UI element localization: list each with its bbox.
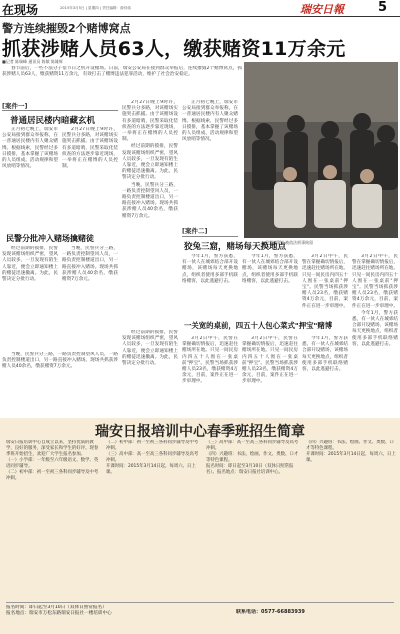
case1-column-6 bbox=[182, 100, 238, 220]
ad-course: （二）初中部：初一至初三各科同步辅导及中考冲刺。 bbox=[106, 440, 199, 451]
ad-column-3 bbox=[206, 440, 300, 598]
case2-column-5 bbox=[182, 336, 238, 414]
page-header bbox=[0, 0, 400, 17]
page-number: 5 bbox=[378, 0, 388, 15]
case2-label: [案件二] bbox=[182, 227, 208, 235]
ad-course: （三）高中部：高一至高三各科同步辅导及高考冲刺。 bbox=[206, 440, 299, 451]
case1-column-7 bbox=[2, 352, 118, 414]
case2-paragraph: 今年1月，警方获悉，有一伙人在城郊结合部开设赌场，该赌场每天更换地点，组织者使用多部手机联络赌客，以此逃避打击。 bbox=[302, 336, 348, 373]
case2-paragraph: 今年1月，警方获悉，有一伙人在城郊结合部开设赌场，该赌场每天更换地点，组织者使用多部手机联络赌客，以此逃避打击。 bbox=[242, 254, 298, 284]
case1-paragraph: 经过前期的摸排，民警发现该赌场组织严密，望风人员较多，一旦发现有陌生人靠近，便会立即通知楼上的赌徒迅速撤离。为此，民警决定分批行动。 bbox=[122, 144, 178, 181]
case2-paragraph: 3月2日中午，民警在掌握确切情报后，迅速赶往赌场所在地。只见一间民房内四五十人围在一张桌前"押宝"。民警当场抓获涉赌人员23名，缴获赌资4万余元，目前，案件正在进一步审理中。 bbox=[302, 254, 348, 309]
ad-title: 瑞安日报培训中心春季班招生简章 bbox=[95, 424, 305, 440]
case2-paragraph: 3月2日中午，民警在掌握确切情报后，迅速赶往赌场所在地。只见一间民房内四五十人围在一张桌前"押宝"。民警当场抓获涉赌人员23名，缴获赌资4万余元，目前，案件正在进一步审理中。 bbox=[182, 336, 238, 385]
case1-title: 普通居民楼内暗藏玄机 bbox=[10, 116, 96, 126]
case1-paragraph: 2月27日晚上9时许，民警兵分多路，对该赌场实施突击抓捕。由于该赌场设有多道暗哨，民警采取化装侦查的方法逐步靠近现场，一举将正在赌博的人员控制。 bbox=[62, 127, 118, 170]
case2-column-4 bbox=[352, 254, 398, 414]
ad-course: （四）兴趣班：书法、绘画、作文、奥数、口才等特色课程。 bbox=[306, 440, 394, 451]
case1-paragraph: 当晚，民警兵分三路，一路负责控制望风人员，一路负责控制楼道出口，另一路直接冲入赌场。现场共抓获涉赌人员40余名，缴获赌资7万余元。 bbox=[122, 182, 178, 219]
case2-column-7 bbox=[302, 336, 348, 414]
case1-column-2 bbox=[62, 127, 118, 227]
case1-column-3 bbox=[2, 246, 58, 346]
case2-paragraph: 今年1月，警方获悉，有一伙人在城郊结合部开设赌场，该赌场每天更换地点，组织者使用多部手机联络赌客，以此逃避打击。 bbox=[182, 254, 238, 284]
case1-paragraph: 当晚，民警兵分三路，一路负责控制望风人员，一路负责控制楼道出口，另一路直接冲入赌场。现场共抓获涉赌人员40余名，缴获赌资7万余元。 bbox=[62, 246, 118, 283]
issue-info: 2015年3月5日 | 星期四 | 责任编辑：薛伟伟 bbox=[60, 6, 132, 10]
section-title: 在现场 bbox=[2, 3, 39, 17]
case1-paragraph: 正月初七晚上，瑞安市公安局接到群众举报称，在一普通居民楼内有人聚众赌博。根据线索，民警经过多日摸排，基本掌握了该赌场的人员组成、活动规律和望风放哨等情况。 bbox=[2, 127, 58, 170]
ad-intro: 瑞安日报培训中心自成立以来，坚持优质的教学，良好的服务，深受家长和学生的好评。现春季班开始招生，欢迎广大学生报名参加。 bbox=[6, 440, 99, 457]
case1-column-8 bbox=[122, 330, 178, 414]
ad-course: （四）兴趣班：书法、绘画、作文、奥数、口才等特色课程。 bbox=[206, 452, 299, 463]
case1-column-1 bbox=[2, 127, 58, 227]
case1-paragraph: 正月初七晚上，瑞安市公安局接到群众举报称，在一普通居民楼内有人聚众赌博。根据线索，民警经过多日摸排，基本掌握了该赌场的人员组成、活动规律和望风放哨等情况。 bbox=[182, 100, 238, 143]
ad-column-2 bbox=[106, 440, 200, 598]
ad-signup: 报名时间：即日起至3月10日（双休日照常报名）。报名地点：瑞安日报社培训中心。 bbox=[206, 464, 294, 475]
ad-time: 开课时间：2015年3月14日起，每周六、日上课。 bbox=[306, 452, 396, 463]
case2-paragraph: 3月2日中午，民警在掌握确切情报后，迅速赶往赌场所在地。只见一间民房内四五十人围在一张桌前"押宝"。民警当场抓获涉赌人员23名，缴获赌资4万余元，目前，案件正在进一步审理中。 bbox=[242, 336, 298, 385]
contact-label: 联系电话： bbox=[236, 609, 262, 615]
ad-contact bbox=[236, 609, 394, 625]
case1-subtitle: 民警分批冲入赌场擒赌徒 bbox=[6, 234, 94, 243]
case1-column-4 bbox=[62, 246, 118, 346]
ad-course: （三）高中部：高一至高三各科同步辅导及高考冲刺。 bbox=[106, 452, 199, 463]
lead-text: 春节前后，一些不法分子借节日之机开设赌场。日前，瑞安公安局在接到群众举报后，连续摧毁2个赌博窝点，抓获涉赌人员63人，缴获赌资11万余元，有效打击了赌博违法犯罪活动，维护了社会治安稳定。 bbox=[2, 66, 242, 78]
photo-scene bbox=[244, 62, 398, 238]
ad-footer bbox=[6, 602, 394, 632]
case2-paragraph: 3月2日中午，民警在掌握确切情报后，迅速赶往赌场所在地。只见一间民房内四五十人围在一张桌前"押宝"。民警当场抓获涉赌人员23名，缴获赌资4万余元，目前，案件正在进一步审理中。 bbox=[352, 254, 398, 309]
ad-footer-info bbox=[6, 605, 206, 633]
contact-phone: 0577-66883939 bbox=[261, 609, 305, 615]
case2-column-2 bbox=[242, 254, 298, 314]
photo-caption: ▲犯罪嫌疑人被依法刑事拘留 bbox=[262, 240, 314, 245]
case1-paragraph: 2月27日晚上9时许，民警兵分多路，对该赌场实施突击抓捕。由于该赌场设有多道暗哨，民警采取化装侦查的方法逐步靠近现场，一举将正在赌博的人员控制。 bbox=[122, 100, 178, 143]
article-headline: 抓获涉赌人员63人，缴获赌资11万余元 bbox=[2, 38, 346, 60]
case2-column-3 bbox=[302, 254, 348, 314]
case2-paragraph: 今年1月，警方获悉，有一伙人在城郊结合部开设赌场，该赌场每天更换地点，组织者使用多部手机联络赌客，以此逃避打击。 bbox=[352, 310, 398, 347]
case1-paragraph: 经过前期的摸排，民警发现该赌场组织严密，望风人员较多，一旦发现有陌生人靠近，便会立即通知楼上的赌徒迅速撤离。为此，民警决定分批行动。 bbox=[2, 246, 58, 283]
ad-column-1 bbox=[6, 440, 100, 598]
ad-column-4 bbox=[306, 440, 396, 598]
article-byline: ■记者 陈瑞峰 通讯员 陈敏 陈雄辉 bbox=[2, 59, 63, 64]
footer-line: 报名时间：即日起至3月10日（双休日照常报名） bbox=[6, 605, 107, 610]
ad-time: 开课时间：2015年3月14日起，每周六、日上课。 bbox=[106, 464, 196, 475]
divider bbox=[182, 236, 238, 237]
ad-course: （一）小学部：一年级至六年级语文、数学、英语同步辅导。 bbox=[6, 458, 99, 469]
case2-title: 狡兔三窟，赌场每天换地点 bbox=[184, 242, 287, 252]
article-lead bbox=[2, 66, 242, 96]
arrest-photo bbox=[244, 62, 398, 238]
case1-label: [案件一] bbox=[2, 102, 28, 110]
case1-paragraph: 当晚，民警兵分三路，一路负责控制望风人员，一路负责控制楼道出口，另一路直接冲入赌场。现场共抓获涉赌人员40余名，缴获赌资7万余元。 bbox=[2, 352, 118, 370]
newspaper-logo: 瑞安日報 bbox=[300, 3, 344, 16]
ad-course: （二）初中部：初一至初三各科同步辅导及中考冲刺。 bbox=[6, 470, 99, 481]
case1-column-5 bbox=[122, 100, 178, 325]
footer-line: 报名地点：瑞安市万松东路瑞安日报社一楼培训中心 bbox=[6, 611, 112, 616]
divider bbox=[2, 110, 118, 111]
case2-subtitle: 一关宽的桌前，四五十人包心菜式"押宝"赌博 bbox=[184, 321, 333, 330]
article-subhead: 警方连续摧毁2个赌博窝点 bbox=[2, 22, 131, 35]
case2-column-1 bbox=[182, 254, 238, 314]
case1-paragraph: 经过前期的摸排，民警发现该赌场组织严密，望风人员较多，一旦发现有陌生人靠近，便会立即通知楼上的赌徒迅速撤离。为此，民警决定分批行动。 bbox=[122, 330, 178, 367]
case2-column-6 bbox=[242, 336, 298, 414]
